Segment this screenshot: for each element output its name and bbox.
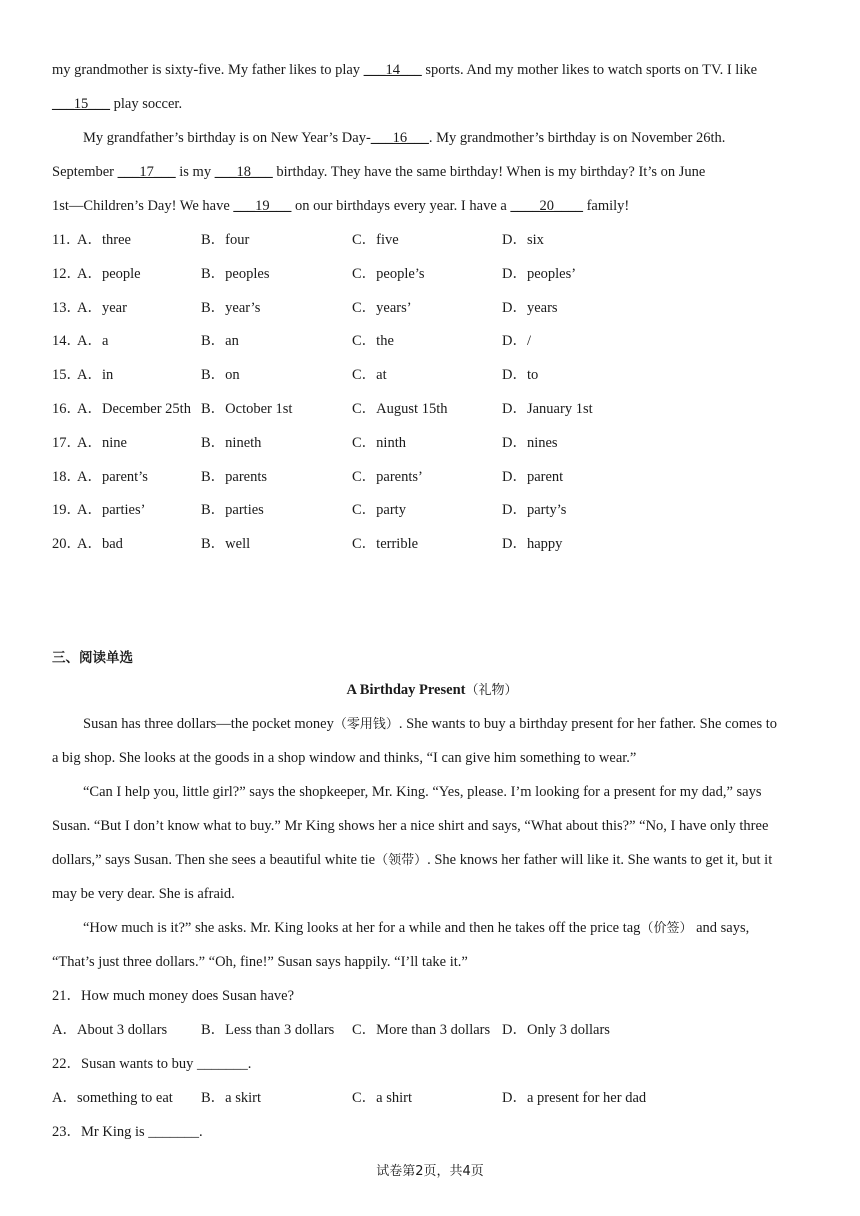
option-d: D．happy [502,536,563,553]
passage-text: My grandfather’s birthday is on New Year’s Day- [83,130,371,146]
question-row [52,294,812,328]
option-d: D．a present for her dad [502,1089,647,1106]
option-b: B．parents [201,468,268,485]
option-c: C．the [352,333,394,350]
question-row [52,429,812,463]
passage-line [52,846,812,880]
reading-passage [52,676,812,1152]
option-a: A．About 3 dollars [52,1022,168,1038]
blank-20: ____20____ [510,198,583,214]
option-b: B．parties [201,502,264,519]
option-b: B．nineth [201,434,262,451]
option-c: C．years’ [352,299,412,316]
passage-text: . She wants to buy a birthday present for her father. She comes to [398,716,778,732]
passage-text: . She knows her father will like it. She wants to get it, but it [427,852,773,868]
option-b: B．on [201,367,240,384]
blank-17: ___17___ [117,164,176,180]
option-a: A．parties’ [77,502,146,519]
option-a: A．December 25th [77,400,191,417]
gloss-cn: （零用钱） [333,717,399,732]
option-a: A．people [77,265,141,282]
question-number: 15． [52,367,81,384]
option-a: A．in [77,367,114,384]
passage-line [52,192,812,226]
blank-14: ___14___ [363,62,422,78]
option-a: A．a [77,333,109,350]
passage-text: . My grandmother’s birthday is on November 26th. [428,130,726,146]
option-c: C．people’s [352,265,425,282]
option-b: B．year’s [201,299,261,316]
option-c: C．five [352,232,399,248]
passage-text: my grandmother is sixty-five. My father likes to play [52,62,364,78]
question-23: 23．Mr King is _______. [52,1123,203,1140]
passage-line [52,90,812,124]
question-number: 12． [52,265,81,282]
passage-text: 1st—Children’s Day! We have [52,198,234,214]
option-d: D．January 1st [502,400,593,417]
passage-line: may be very dear. She is afraid. [52,886,235,902]
question-number: 14． [52,333,81,350]
passage-title [52,676,812,710]
option-b: B．an [201,333,239,350]
option-a: A．something to eat [52,1089,173,1106]
passage-text: sports. And my mother likes to watch sports on TV. I like [421,62,758,78]
question-row [52,260,812,294]
passage-text: and says, [692,920,750,936]
passage-line: “That’s just three dollars.” “Oh, fine!” Susan says happily. “I’ll take it.” [52,954,468,970]
question-number: 17． [52,434,81,451]
option-c: C．ninth [352,434,406,451]
passage-text: is my [175,164,215,180]
passage-text: play soccer. [110,96,183,112]
passage-line [52,158,812,192]
question-21: 21．How much money does Susan have? [52,988,295,1004]
option-a: A．bad [77,536,123,553]
page-footer: 试卷第2页，共4页 [376,1164,484,1179]
option-b: B．well [201,536,251,553]
gloss-cn: （领带） [375,853,428,868]
passage-line [52,914,812,948]
option-b: B．four [201,232,250,248]
option-a: A．three [77,232,131,248]
passage-text: dollars,” says Susan. Then she sees a beautiful white tie [52,852,376,868]
passage-line: “Can I help you, little girl?” says the shopkeeper, Mr. King. “Yes, please. I’m looking for a present for my dad,” says [83,784,762,800]
option-b: B．October 1st [201,400,293,417]
passage-line: Susan. “But I don’t know what to buy.” Mr King shows her a nice shirt and says, “What about this?” “No, I have only three [52,818,769,834]
question-row [52,463,812,497]
question-number: 19． [52,502,81,519]
passage-text: birthday. They have the same birthday! When is my birthday? It’s on June [272,164,706,180]
option-c: C．a shirt [352,1089,413,1106]
passage-title-en: A Birthday Present [346,682,466,698]
option-a: A．nine [77,434,127,451]
question-row [52,395,812,429]
option-c: C．at [352,367,387,384]
question-number: 13． [52,299,81,316]
passage-text: family! [582,198,630,214]
option-d: D．to [502,367,539,384]
option-d: D．/ [502,333,531,350]
option-c: C．August 15th [352,400,448,417]
question-21-options [52,1016,812,1050]
question-row [52,361,812,395]
option-b: B．peoples [201,265,270,282]
question-22-options [52,1084,812,1118]
passage-line [52,710,812,744]
option-c: C．parents’ [352,468,423,485]
passage-title-cn: （礼物） [465,683,518,698]
passage-text: on our birthdays every year. I have a [291,198,511,214]
question-row [52,327,812,361]
cloze-passage [52,56,812,564]
option-d: D．years [502,299,558,316]
passage-text: Susan has three dollars—the pocket money [83,716,334,732]
option-d: D．party’s [502,502,567,519]
question-row [52,226,812,260]
option-c: C．More than 3 dollars [352,1022,491,1038]
question-number: 16． [52,400,81,417]
question-number: 18． [52,468,81,485]
passage-text: September [52,164,118,180]
blank-19: ___19___ [233,198,292,214]
question-list [52,226,812,564]
passage-line [52,56,812,90]
blank-18: ___18___ [214,164,273,180]
blank-16: ___16___ [370,130,429,146]
question-22: 22．Susan wants to buy _______. [52,1055,252,1072]
option-c: C．terrible [352,536,419,553]
option-a: A．year [77,299,127,316]
option-b: B．a skirt [201,1089,262,1106]
question-row [52,496,812,530]
option-c: C．party [352,502,406,519]
option-b: B．Less than 3 dollars [201,1022,335,1038]
option-d: D．parent [502,468,564,485]
option-d: D．nines [502,434,558,451]
option-d: D．Only 3 dollars [502,1022,610,1038]
passage-text: “How much is it?” she asks. Mr. King looks at her for a while and then he takes off the price tag [83,920,641,936]
passage-line: a big shop. She looks at the goods in a shop window and thinks, “I can give him something to wear.” [52,750,637,766]
question-number: 20． [52,536,81,553]
gloss-cn: （价签） [640,921,693,936]
option-d: D．peoples’ [502,265,577,282]
question-number: 11． [52,232,81,248]
question-row [52,530,812,564]
option-d: D．six [502,232,544,248]
option-a: A．parent’s [77,468,148,485]
blank-15: ___15___ [52,96,110,112]
section-heading: 三、阅读单选 [52,650,133,666]
passage-line [52,124,812,158]
